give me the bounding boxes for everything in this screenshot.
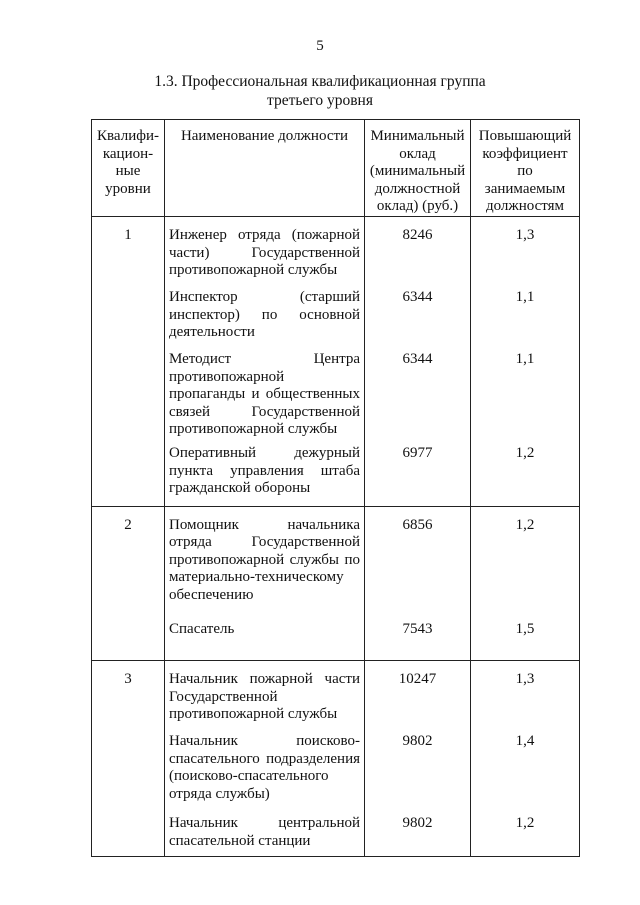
title-line-2: третьего уровня bbox=[267, 92, 373, 109]
header-level: Квалифи- кацион- ные уровни bbox=[92, 120, 165, 217]
level-cell: 3 bbox=[92, 661, 165, 857]
header-coefficient: Повышающий коэффициент по занимаемым должностям bbox=[471, 120, 580, 217]
level-cell: 1 bbox=[92, 217, 165, 507]
salary-value: 6344 bbox=[402, 289, 433, 305]
title-line-1: 1.3. Профессиональная квалификационная группа bbox=[154, 73, 486, 90]
table-row bbox=[92, 661, 580, 857]
salary-value: 6977 bbox=[402, 445, 433, 461]
coefficient-value: 1,2 bbox=[515, 815, 535, 831]
table-row bbox=[92, 217, 580, 507]
coefficient-cell bbox=[471, 661, 580, 857]
salary-value: 6856 bbox=[402, 516, 433, 533]
coefficient-value: 1,2 bbox=[515, 516, 535, 533]
salary-value: 9802 bbox=[402, 733, 433, 749]
salary-cell bbox=[365, 506, 471, 661]
coefficient-value: 1,3 bbox=[515, 227, 535, 243]
position-name: Методист Центра противопожарной пропаганды и общественных связей Государственной противопожарной службы bbox=[169, 351, 360, 437]
position-name: Спасатель bbox=[169, 620, 235, 637]
coefficient-value: 1,2 bbox=[515, 445, 535, 461]
salary-cell bbox=[365, 217, 471, 507]
position-name: Начальник пожарной части Государственной противопожарной службы bbox=[169, 671, 360, 722]
salary-cell bbox=[365, 661, 471, 857]
header-row bbox=[92, 120, 580, 217]
section-title bbox=[0, 72, 640, 110]
header-salary: Минимальный оклад (минимальный должностной оклад) (руб.) bbox=[365, 120, 471, 217]
position-cell bbox=[165, 217, 365, 507]
table-row bbox=[92, 506, 580, 661]
level-cell: 2 bbox=[92, 506, 165, 661]
salary-value: 10247 bbox=[398, 671, 437, 687]
coefficient-value: 1,1 bbox=[515, 351, 535, 367]
qualification-table bbox=[91, 119, 580, 857]
position-name: Помощник начальника отряда Государственной противопожарной службы по материально-техническому обеспечению bbox=[169, 516, 360, 603]
position-cell bbox=[165, 506, 365, 661]
position-cell bbox=[165, 661, 365, 857]
coefficient-value: 1,5 bbox=[515, 620, 535, 637]
position-name: Оперативный дежурный пункта управления штаба гражданской обороны bbox=[169, 445, 360, 496]
position-name: Инспектор (старший инспектор) по основной деятельности bbox=[169, 289, 360, 340]
page-number: 5 bbox=[316, 38, 324, 54]
salary-value: 7543 bbox=[402, 620, 433, 637]
position-name: Начальник центральной спасательной станции bbox=[169, 815, 360, 849]
position-name: Инженер отряда (пожарной части) Государственной противопожарной службы bbox=[169, 227, 360, 278]
coefficient-value: 1,3 bbox=[515, 671, 535, 687]
coefficient-cell bbox=[471, 506, 580, 661]
salary-value: 8246 bbox=[402, 227, 433, 243]
salary-value: 6344 bbox=[402, 351, 433, 367]
header-position: Наименование должности bbox=[165, 120, 365, 217]
coefficient-value: 1,4 bbox=[515, 733, 535, 749]
coefficient-cell bbox=[471, 217, 580, 507]
position-name: Начальник поисково-спасательного подразделения (поисково-спасательного отряда службы) bbox=[169, 733, 360, 802]
coefficient-value: 1,1 bbox=[515, 289, 535, 305]
salary-value: 9802 bbox=[402, 815, 433, 831]
